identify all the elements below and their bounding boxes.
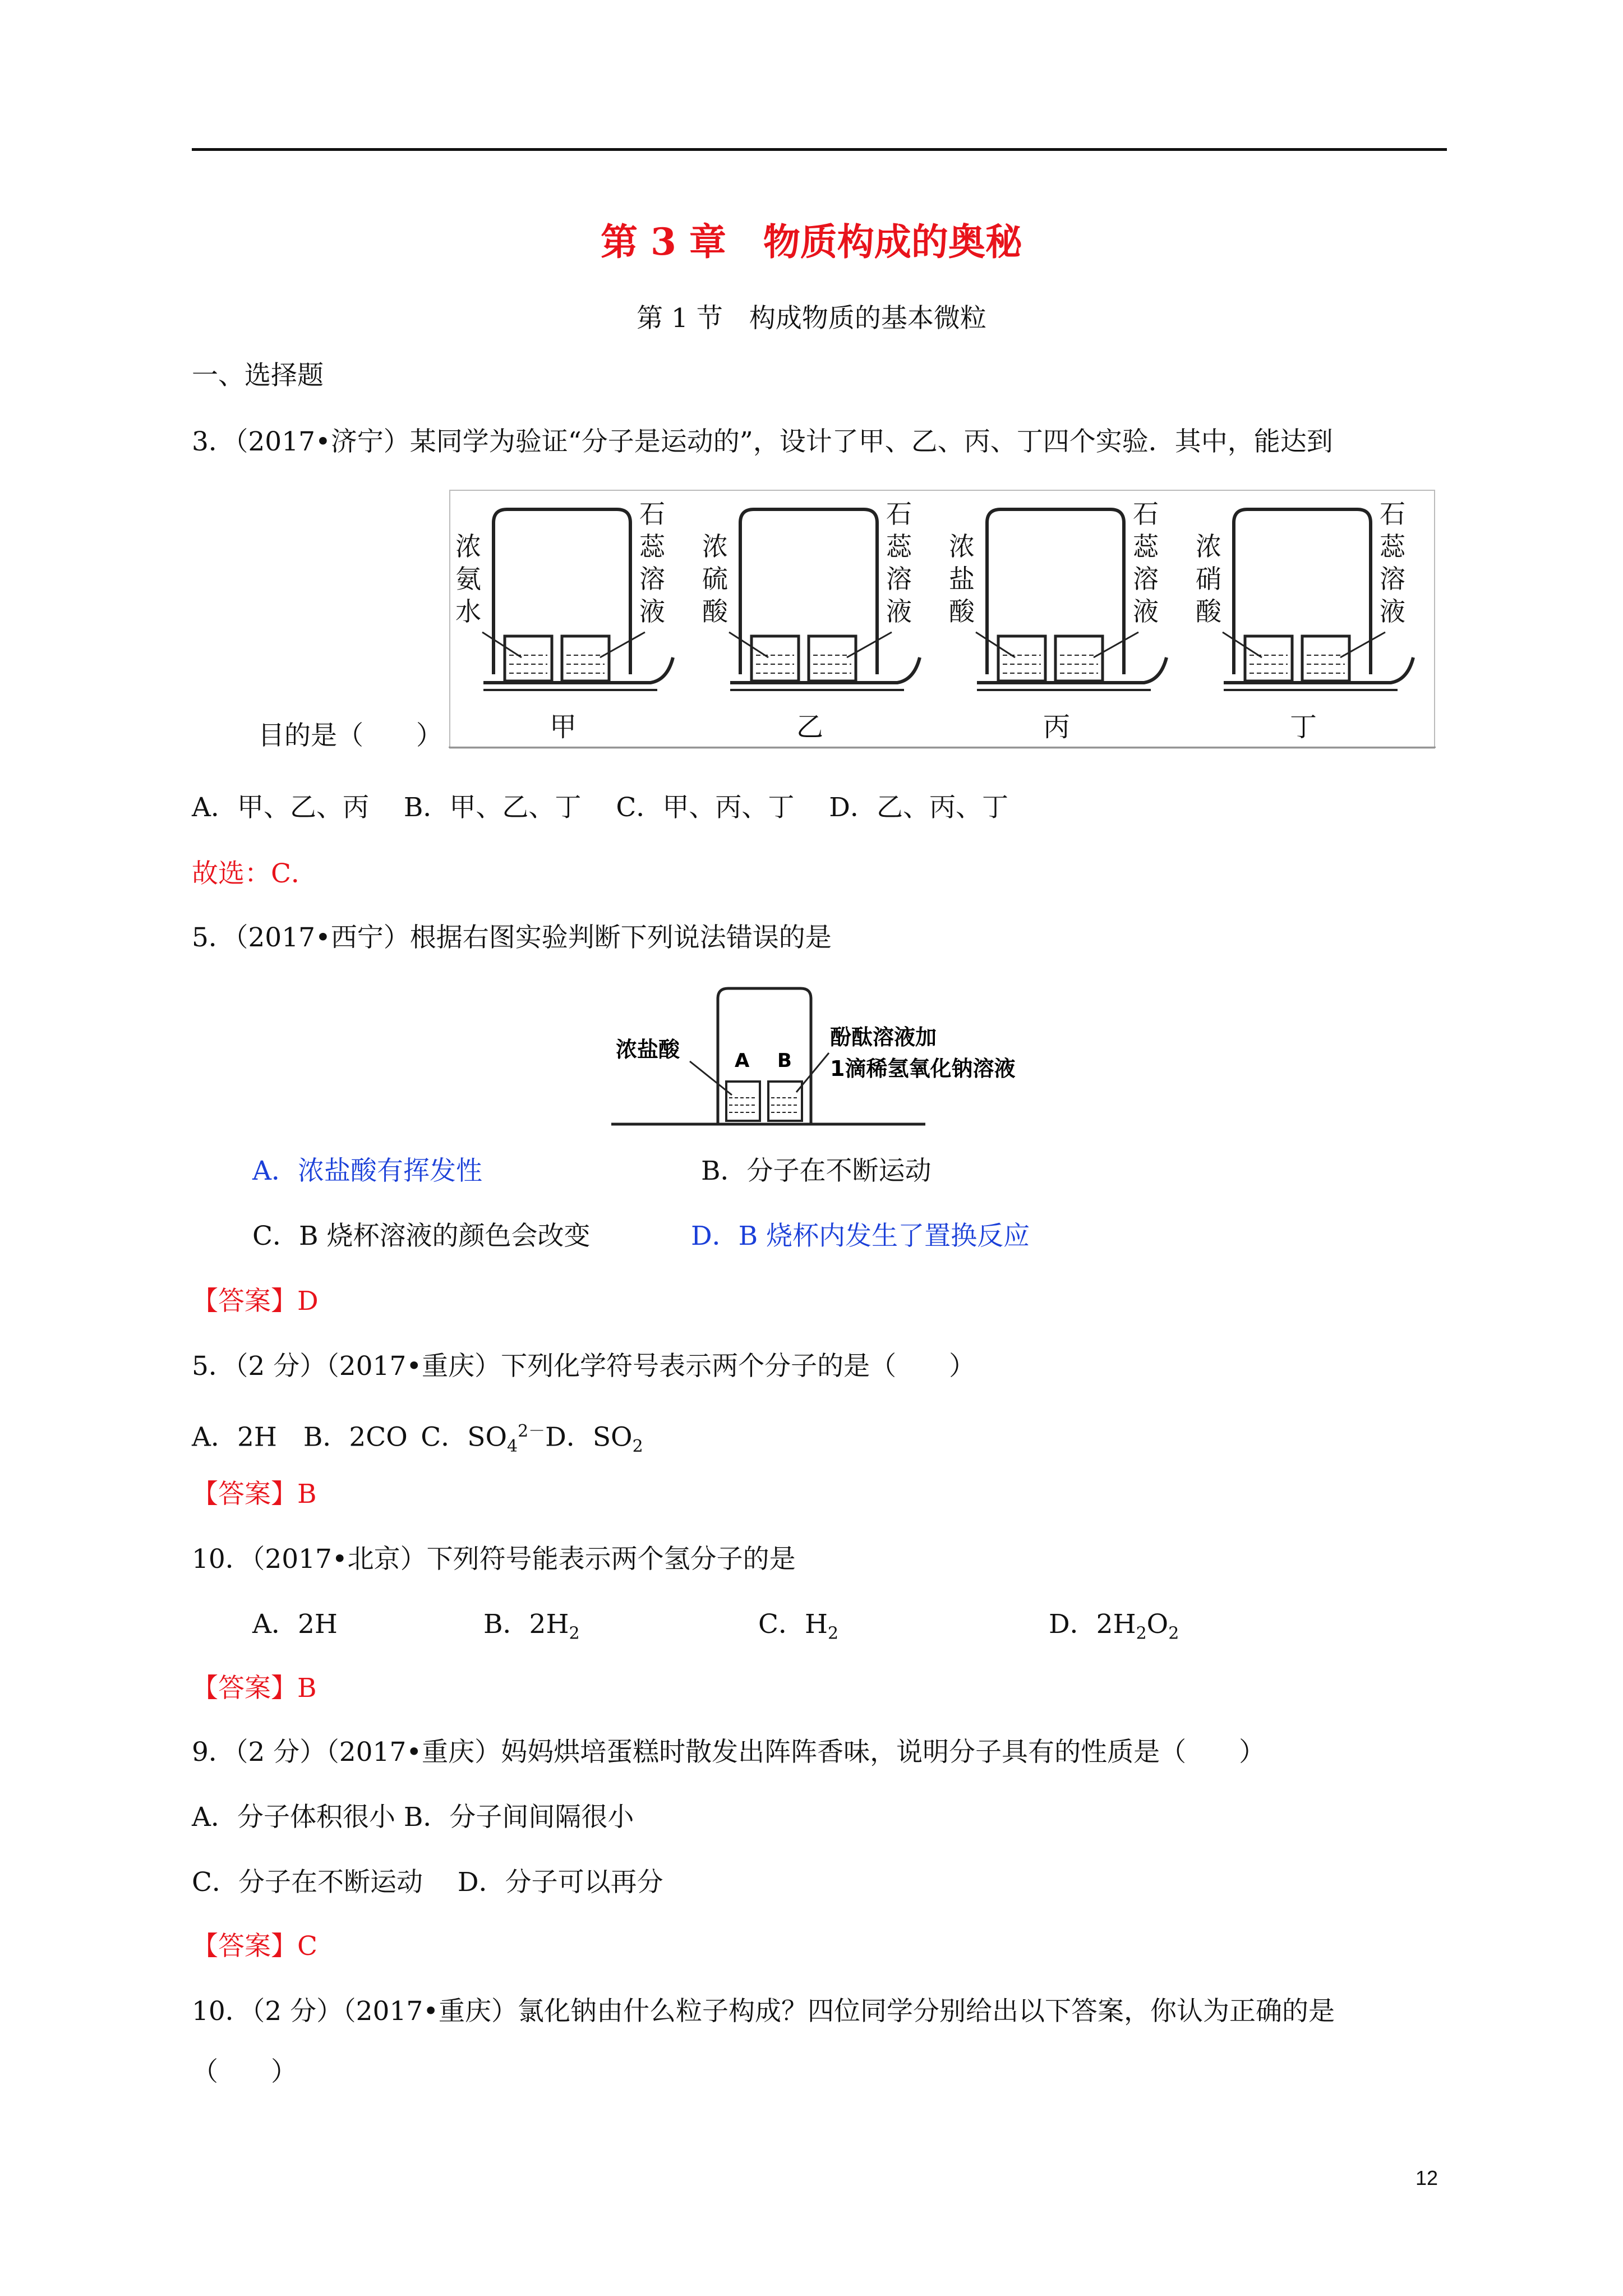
right-label-char: 石 xyxy=(639,499,665,529)
q10a-opt-b: B．$2H_2$ xyxy=(483,1609,580,1644)
q10a-opt-a: A．2H xyxy=(252,1609,338,1640)
q5a-option-a: A．浓盐酸有挥发性 xyxy=(252,1156,482,1186)
answer-tag: 【答案】 xyxy=(192,1286,297,1317)
label-a: A xyxy=(735,1050,750,1072)
experiment-panel xyxy=(1196,499,1413,743)
q9-stem: 9．（2 分）（2017•重庆）妈妈烘培蛋糕时散发出阵阵香味，说明分子具有的性质是（ ） xyxy=(192,1737,1266,1768)
right-label-char: 蕊 xyxy=(1133,531,1159,562)
panel-caption: 丁 xyxy=(1290,711,1317,743)
right-label-char: 石 xyxy=(1133,499,1159,529)
part-heading: 一、选择题 xyxy=(192,360,324,391)
answer-value: B xyxy=(297,1673,317,1704)
base-plate xyxy=(730,657,920,683)
experiment-panel xyxy=(702,499,920,743)
right-label-char: 液 xyxy=(639,596,665,627)
q5a-option-b: B．分子在不断运动 xyxy=(701,1156,932,1186)
q5b-stem: 5．（2 分）（2017•重庆）下列化学符号表示两个分子的是（ ） xyxy=(192,1351,976,1382)
figure-frame xyxy=(450,490,1435,748)
q10a-stem: 10．（2017•北京）下列符号能表示两个氢分子的是 xyxy=(192,1544,796,1575)
right-label-char: 蕊 xyxy=(639,531,665,562)
experiment-panel xyxy=(455,499,673,743)
right-label-char: 液 xyxy=(886,596,912,627)
q5b-opt-c-sup: 2－ xyxy=(518,1421,546,1441)
section-title: 第 1 节 构成物质的基本微粒 xyxy=(637,303,986,334)
q5b-options xyxy=(192,1415,643,1464)
q5a-option-c: C．B 烧杯溶液的颜色会改变 xyxy=(252,1221,591,1251)
left-label-char: 酸 xyxy=(949,596,975,627)
q5b-opt-d: D．SO xyxy=(545,1421,633,1453)
answer-tag: 【答案】 xyxy=(192,1673,297,1704)
q9-options-2: C．分子在不断运动 D．分子可以再分 xyxy=(192,1867,663,1898)
answer-value: C xyxy=(297,1931,317,1962)
q5a-answer xyxy=(192,1285,319,1318)
q5b-opt-b: B．2CO xyxy=(303,1421,408,1453)
q3-answer: 故选：C． xyxy=(192,858,317,889)
right-label-char: 液 xyxy=(1133,596,1159,627)
base-plate xyxy=(483,657,673,683)
q3-experiment-diagram xyxy=(449,489,1436,749)
q10b-stem-cont: （ ） xyxy=(192,2056,297,2087)
q10a-answer xyxy=(192,1672,317,1705)
q5b-answer xyxy=(192,1478,317,1511)
beaker-right xyxy=(1055,636,1103,681)
right-label-char: 蕊 xyxy=(1380,531,1405,562)
right-label-char: 溶 xyxy=(639,564,665,594)
right-label-char: 石 xyxy=(886,499,912,529)
left-label-char: 硝 xyxy=(1196,564,1221,594)
q5a-figure xyxy=(611,983,1082,1134)
answer-value: D xyxy=(297,1286,319,1317)
q3-figure xyxy=(449,489,1436,749)
right-label-char: 溶 xyxy=(1133,564,1159,594)
left-label-char: 酸 xyxy=(1196,596,1221,627)
panel-caption: 乙 xyxy=(796,711,824,743)
q5a-stem: 5．（2017•西宁）根据右图实验判断下列说法错误的是 xyxy=(192,922,832,953)
base-plate xyxy=(977,657,1166,683)
left-label-char: 浓 xyxy=(455,531,481,562)
header-rule xyxy=(192,148,1447,151)
left-label-char: 浓 xyxy=(949,531,975,562)
left-label-char: 硫 xyxy=(702,564,728,594)
q9-options-1: A．分子体积很小 B．分子间间隔很小 xyxy=(192,1802,634,1833)
answer-tag: 【答案】 xyxy=(192,1479,297,1510)
q5b-opt-a: A．2H xyxy=(192,1421,277,1453)
right-label-char: 蕊 xyxy=(886,531,912,562)
right-label-char: 石 xyxy=(1380,499,1405,529)
panel-caption: 丙 xyxy=(1043,711,1071,743)
beaker-left xyxy=(1245,636,1292,681)
q5b-opt-d-sub: 2 xyxy=(632,1437,643,1457)
left-label-char: 氨 xyxy=(455,564,481,594)
answer-value: B xyxy=(297,1479,317,1510)
experiment-panel xyxy=(949,499,1166,743)
beaker-left xyxy=(998,636,1045,681)
base-plate xyxy=(1224,657,1413,683)
right-label-1: 酚酞溶液加 xyxy=(830,1025,937,1050)
q5b-opt-c: C．SO xyxy=(421,1421,507,1453)
q3-stem: 3．（2017•济宁）某同学为验证“分子是运动的”，设计了甲、乙、丙、丁四个实验．其中，能达到 xyxy=(192,426,1333,457)
q5a-option-d: D．B 烧杯内发生了置换反应 xyxy=(691,1221,1030,1251)
q3-stem-cont: 目的是（ ） xyxy=(258,720,442,751)
left-label-char: 浓 xyxy=(1196,531,1221,562)
beaker-left xyxy=(751,636,799,681)
right-label-char: 液 xyxy=(1380,596,1405,627)
beaker-right xyxy=(1302,636,1349,681)
right-label-2: 1滴稀氢氧化钠溶液 xyxy=(830,1056,1016,1081)
left-label-char: 盐 xyxy=(949,564,975,594)
beaker-a xyxy=(726,1082,760,1121)
beaker-right xyxy=(809,636,856,681)
left-label-char: 水 xyxy=(455,596,481,627)
panel-caption: 甲 xyxy=(550,711,577,743)
q5a-experiment-diagram xyxy=(611,983,1082,1134)
right-label-char: 溶 xyxy=(1380,564,1405,594)
page-number: 12 xyxy=(1415,2166,1438,2189)
label-b: B xyxy=(777,1050,792,1072)
chapter-title: 第 3 章 物质构成的奥秘 xyxy=(601,220,1022,264)
q5b-opt-c-sub: 4 xyxy=(506,1437,518,1457)
q10a-opt-d: D．$2H_2O_2$ xyxy=(1049,1609,1179,1644)
q9-answer xyxy=(192,1930,317,1963)
bell-jar xyxy=(718,988,811,1123)
beaker-b xyxy=(768,1082,802,1121)
q3-options: A．甲、乙、丙 B．甲、乙、丁 C．甲、丙、丁 D．乙、丙、丁 xyxy=(192,792,1008,823)
left-label: 浓盐酸 xyxy=(616,1037,680,1062)
right-label-char: 溶 xyxy=(886,564,912,594)
q10a-opt-c: C．$H_2$ xyxy=(758,1609,839,1644)
left-label-char: 浓 xyxy=(702,531,728,562)
left-label-char: 酸 xyxy=(702,596,728,627)
beaker-left xyxy=(505,636,552,681)
beaker-right xyxy=(562,636,609,681)
answer-tag: 【答案】 xyxy=(192,1931,297,1962)
q10b-stem: 10．（2 分）（2017•重庆）氯化钠由什么粒子构成？四位同学分别给出以下答案，你认为正确的是 xyxy=(192,1996,1335,2027)
